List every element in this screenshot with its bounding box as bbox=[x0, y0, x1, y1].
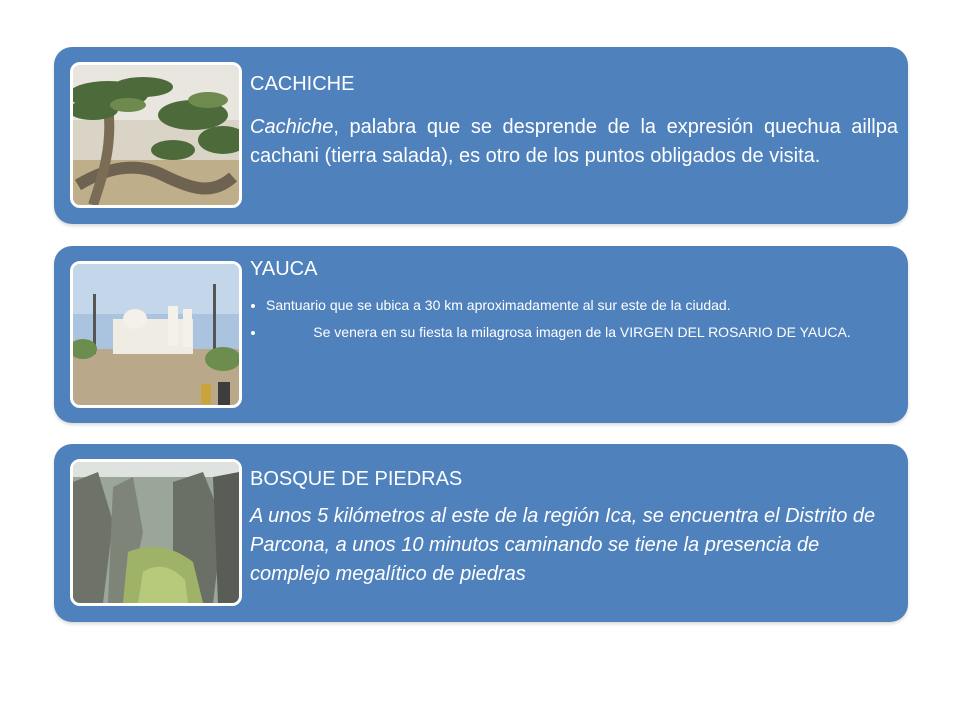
cachiche-body: , palabra que se desprende de la expresión quechua aillpa cachani (tierra salada), es otro de los puntos obligados de visita. bbox=[250, 116, 898, 167]
yauca-title: YAUCA bbox=[250, 258, 318, 280]
cachiche-description bbox=[250, 113, 898, 171]
card-bosque-de-piedras bbox=[54, 444, 908, 622]
cachiche-photo bbox=[70, 62, 242, 208]
bosque-title: BOSQUE DE PIEDRAS bbox=[250, 468, 463, 490]
card-yauca bbox=[54, 246, 908, 423]
yauca-photo bbox=[70, 261, 242, 408]
yauca-text bbox=[250, 256, 898, 348]
bosque-de-piedras-photo bbox=[70, 459, 242, 606]
yauca-bullet: • Santuario que se ubica a 30 km aproximadamente al sur este de la ciudad. bbox=[266, 294, 898, 317]
cachiche-title: CACHICHE bbox=[250, 73, 355, 95]
cachiche-lead-word: Cachiche bbox=[250, 116, 334, 138]
card-cachiche bbox=[54, 47, 908, 224]
bosque-text bbox=[250, 466, 898, 589]
cachiche-text bbox=[250, 71, 898, 171]
yauca-bullet-list bbox=[250, 294, 898, 344]
bosque-description: A unos 5 kilómetros al este de la región Ica, se encuentra el Distrito de Parcona, a unos 10 minutos caminando se tiene la presencia de complejo megalítico de piedras bbox=[250, 505, 876, 585]
yauca-bullet: • Se venera en su fiesta la milagrosa imagen de la VIRGEN DEL ROSARIO DE YAUCA. bbox=[266, 321, 898, 344]
